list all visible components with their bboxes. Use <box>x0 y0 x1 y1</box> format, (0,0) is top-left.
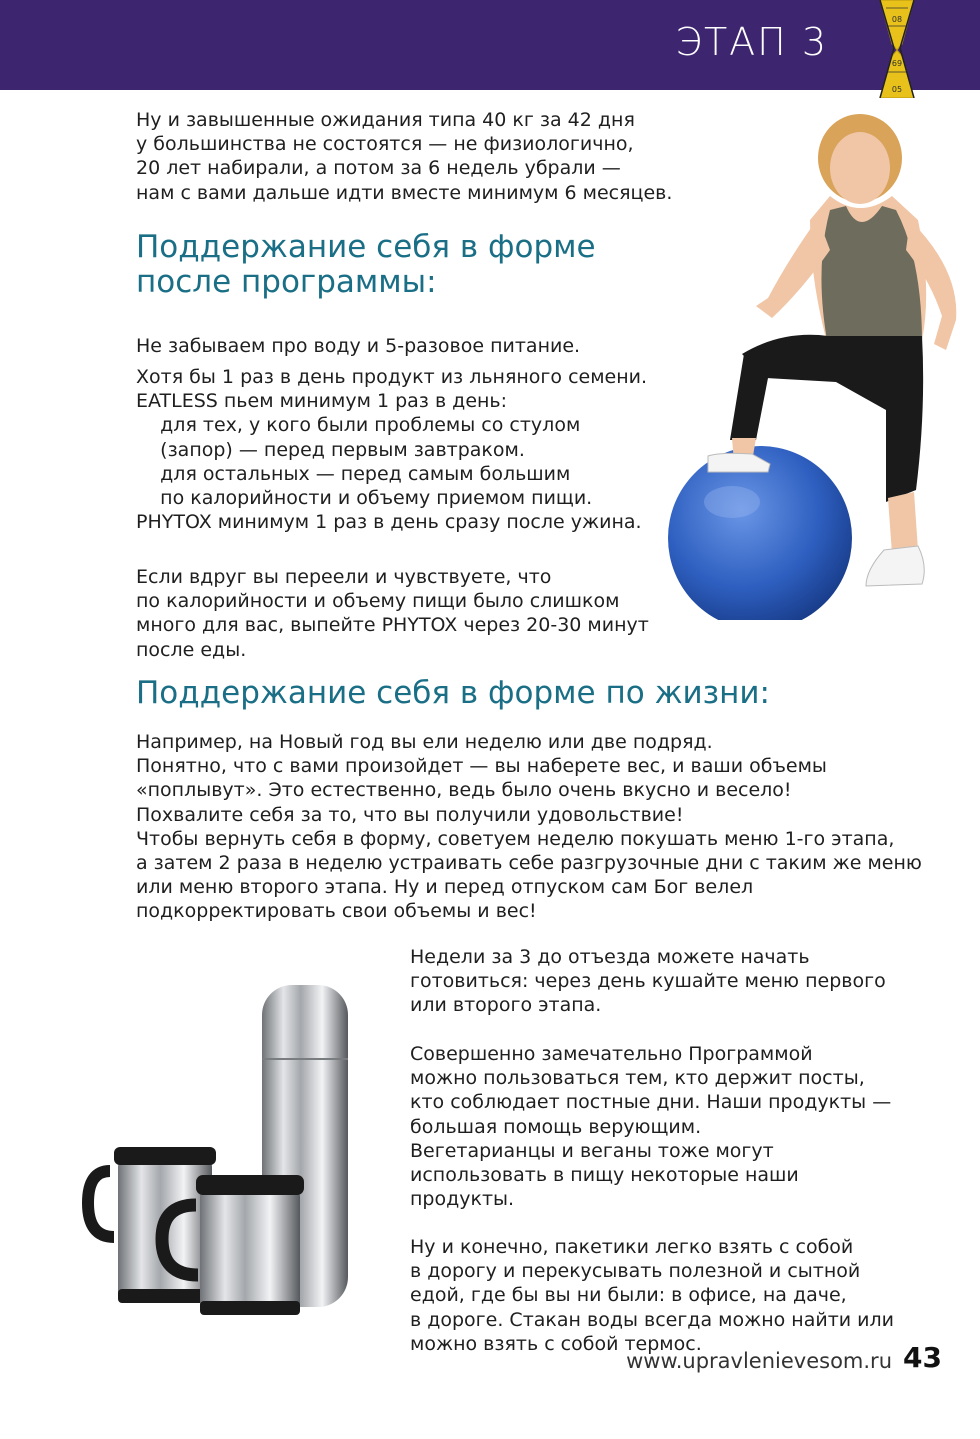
section-heading-lifelong: Поддержание себя в форме по жизни: <box>136 675 770 711</box>
tape-mark: 05 <box>891 85 903 94</box>
header-bar <box>0 0 980 90</box>
sachets-paragraph: Ну и конечно, пакетики легко взять с собой в дорогу и перекусывать полезной и сытной едой, где бы вы ни были: в офисе, на даче, в дороге. Стакан воды всегда можно найти или можно взять с собой термос. <box>410 1236 894 1355</box>
woman-exercise-ball-photo <box>660 110 980 620</box>
water-meals-paragraph: Не забываем про воду и 5-разовое питание. <box>136 335 581 357</box>
thermos-and-mugs-photo <box>80 975 390 1320</box>
tape-mark: 69 <box>891 59 903 68</box>
intro-paragraph: Ну и завышенные ожидания типа 40 кг за 42 дня у большинства не состоятся — не физиологично, 20 лет набирали, а потом за 6 недель убрали — нам с вами дальше идти вместе минимум 6 месяцев. <box>136 109 673 204</box>
holiday-paragraph: Например, на Новый год вы ели неделю или две подряд. Понятно, что с вами произойдет — вы наберете вес, и ваши объемы «поплывут». Это естественно, ведь было очень вкусно и весело! Похвалите себя за то, что вы получили удовольствие! Чтобы вернуть себя в форму, советуем неделю покушать меню 1-го этапа, а затем 2 раза в неделю устраивать себе разгрузочные дни с таким же меню или меню второго этапа. Ну и перед отпуском сам Бог велел подкорректировать свои объемы и вес! <box>136 731 922 923</box>
section-heading-after-program: Поддержание себя в форме после программы: <box>136 229 596 300</box>
vacation-paragraph: Недели за 3 до отъезда можете начать готовиться: через день кушайте меню первого или второго этапа. <box>410 946 886 1017</box>
tape-mark: 08 <box>891 15 903 24</box>
stage-title: ЭТАП 3 <box>675 20 828 64</box>
measuring-tape-icon <box>872 0 922 98</box>
overeating-paragraph: Если вдруг вы переели и чувствуете, что по калорийности и объему пищи было слишком много для вас, выпейте PHYTOX через 20-30 минут после еды. <box>136 566 649 661</box>
products-paragraph: Хотя бы 1 раз в день продукт из льняного семени. EATLESS пьем минимум 1 раз в день: для тех, у кого были проблемы со стулом (запор) — перед первым завтраком. для остальных — перед самым большим по калорийности и объему приемом пищи. PHYTOX минимум 1 раз в день сразу после ужина. <box>136 366 648 534</box>
footer-website[interactable]: www.upravlenievesom.ru <box>626 1349 892 1373</box>
fasting-paragraph: Совершенно замечательно Программой можно пользоваться тем, кто держит посты, кто соблюдает постные дни. Наши продукты — большая помощь верующим. Вегетарианцы и веганы тоже могут использовать в пищу некоторые наши продукты. <box>410 1043 892 1211</box>
page-number: 43 <box>903 1341 942 1374</box>
